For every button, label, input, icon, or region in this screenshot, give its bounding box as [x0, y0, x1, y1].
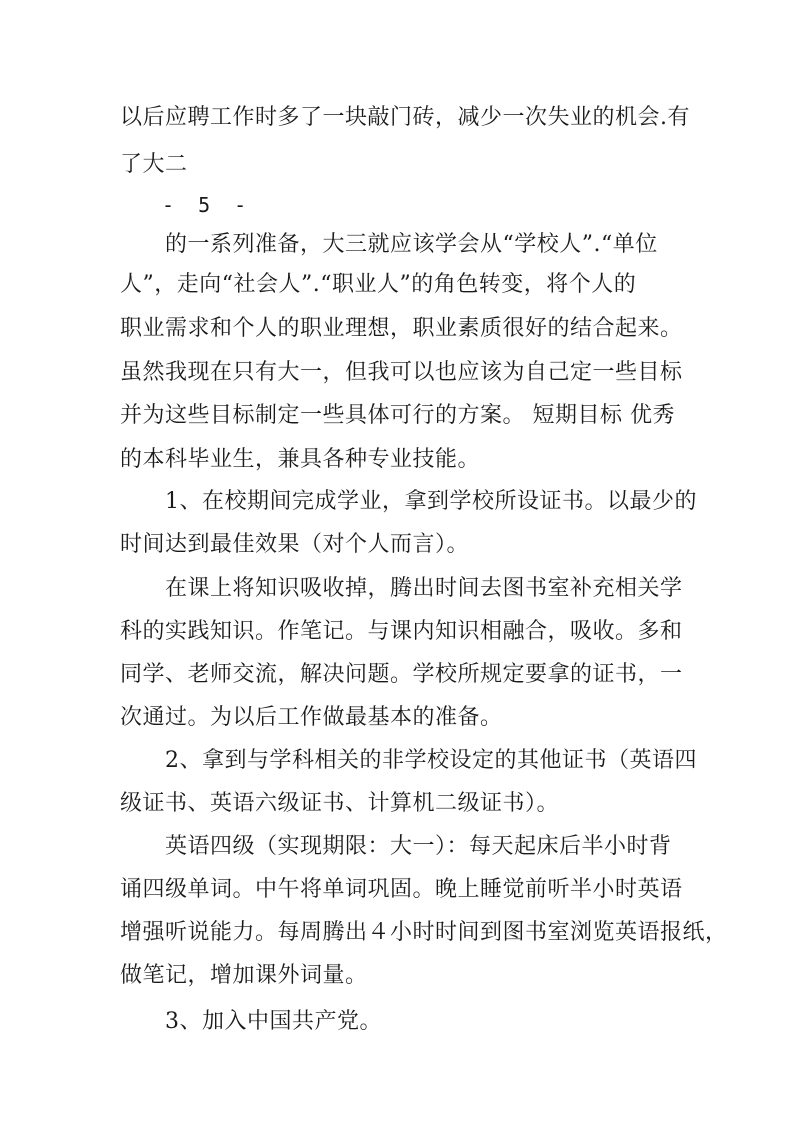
text-line-1: 以后应聘工作时多了一块敲门砖，减少一次失业的机会.有: [120, 105, 690, 130]
text-line-6: 虽然我现在只有大一，但我可以也应该为自己定一些目标: [120, 360, 683, 385]
text-line-4: 人”，走向“社会人”.“职业人”的角色转变，将个人的: [120, 272, 637, 297]
text-line-20: 做笔记，增加课外词量。: [120, 963, 368, 988]
text-line-3: 的一系列准备，大三就应该学会从“学校人”.“单位: [165, 232, 658, 257]
text-line-7: 并为这些目标制定一些具体可行的方案。 短期目标 优秀: [120, 403, 675, 428]
page-number: - 5 -: [162, 193, 253, 217]
text-line-21: 3、加入中国共产党。: [165, 1009, 382, 1034]
text-line-11: 在课上将知识吸收掉，腾出时间去图书室补充相关学: [165, 576, 683, 601]
text-line-15: 2、拿到与学科相关的非学校设定的其他证书（英语四: [165, 748, 697, 773]
text-line-19: 增强听说能力。每周腾出４小时时间到图书室浏览英语报纸，: [120, 920, 728, 945]
text-line-12: 科的实践知识。作笔记。与课内知识相融合，吸收。多和: [120, 619, 683, 644]
text-line-9: 1、在校期间完成学业，拿到学校所设证书。以最少的: [165, 489, 697, 514]
text-line-5: 职业需求和个人的职业理想，职业素质很好的结合起来。: [120, 316, 683, 341]
text-line-10: 时间达到最佳效果（对个人而言）。: [120, 532, 470, 557]
text-line-8: 的本科毕业生，兼具各种专业技能。: [120, 447, 481, 472]
text-line-18: 诵四级单词。中午将单词巩固。晚上睡觉前听半小时英语: [120, 877, 683, 902]
text-line-17: 英语四级（实现期限：大一）：每天起床后半小时背: [165, 834, 672, 859]
text-line-14: 次通过。为以后工作做最基本的准备。: [120, 705, 503, 730]
text-line-13: 同学、老师交流，解决问题。学校所规定要拿的证书，一: [120, 662, 683, 687]
text-line-16: 级证书、英语六级证书、计算机二级证书）。: [120, 791, 560, 816]
text-line-2: 了大二: [120, 152, 188, 177]
